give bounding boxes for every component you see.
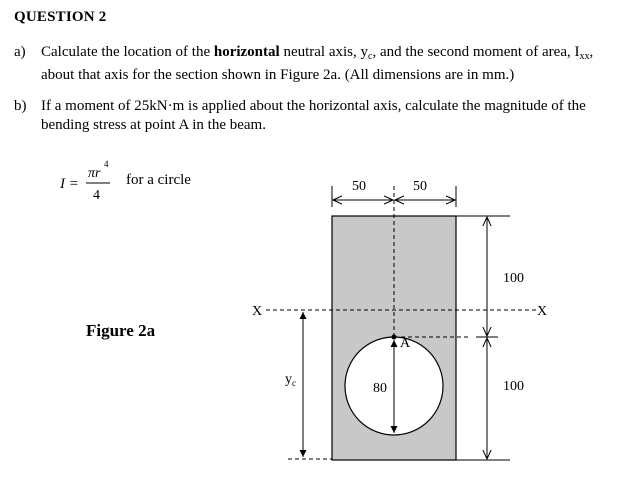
dim-diameter: 80 xyxy=(373,381,387,396)
formula-exponent: 4 xyxy=(104,159,109,169)
question-b-text-2: bending stress at point A in the beam. xyxy=(41,117,266,133)
formula-numerator: πr xyxy=(88,166,101,181)
yc-label xyxy=(285,372,296,388)
yc-main: y xyxy=(285,372,292,387)
ixx-subscript: xx xyxy=(579,51,590,62)
question-a-text-1: Calculate the location of the xyxy=(41,44,214,60)
dim-lower-height: 100 xyxy=(503,379,524,394)
question-a-text-4: , xyxy=(589,44,594,60)
point-a-label: A xyxy=(400,336,411,351)
yc-subscript: c xyxy=(368,51,373,62)
question-a-text-3: , and the second moment of area, I xyxy=(372,44,580,60)
point-a-marker xyxy=(392,335,397,340)
question-a-text-5: about that axis for the section shown in Figure 2a. (All dimensions are in mm.) xyxy=(41,67,515,83)
question-a-text-2: neutral axis, y xyxy=(279,44,369,60)
dim-left-width: 50 xyxy=(352,179,366,194)
axis-right-label: X xyxy=(537,304,548,319)
question-b-label: b) xyxy=(14,98,27,114)
figure-caption: Figure 2a xyxy=(86,321,156,340)
question-a-bold: horizontal xyxy=(213,44,280,60)
formula-lhs: I = xyxy=(60,176,79,192)
formula-denominator: 4 xyxy=(93,188,100,203)
dim-right-width: 50 xyxy=(413,179,427,194)
axis-left-label: X xyxy=(252,304,263,319)
yc-sub: c xyxy=(292,378,296,388)
dim-upper-height: 100 xyxy=(503,271,524,286)
question-a-label: a) xyxy=(14,44,26,60)
question-title: QUESTION 2 xyxy=(14,9,107,25)
question-b-text-1: If a moment of 25kN·m is applied about the horizontal axis, calculate the magnitude of the xyxy=(41,98,586,114)
formula-note: for a circle xyxy=(126,172,191,188)
